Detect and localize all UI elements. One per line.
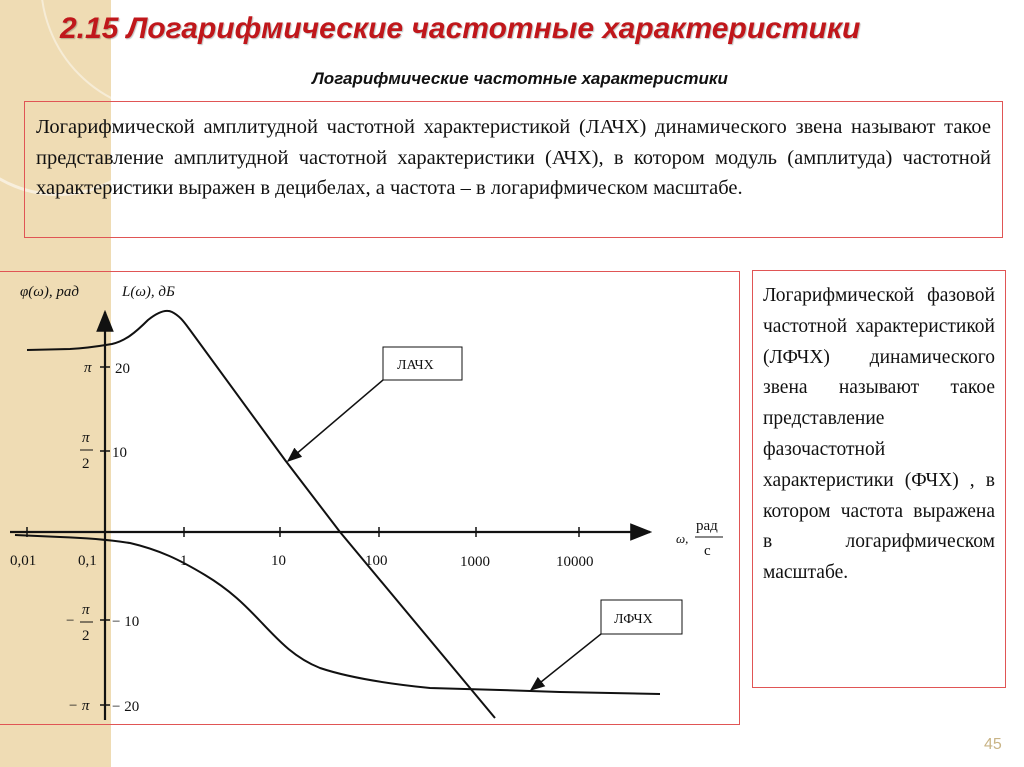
amp-tick-label: 10 — [112, 445, 127, 461]
phase-tick-pi-half-den: 2 — [82, 456, 90, 472]
phase-tick-neg-pi: − π — [68, 698, 90, 714]
phase-tick-pi: π — [84, 360, 92, 376]
amp-tick-label: − 10 — [112, 614, 140, 630]
lachx-definition-text: Логарифмической амплитудной частотной характеристикой (ЛАЧХ) динамического звена называют такое представление амплитудной частотной характеристики (АЧХ), в котором модуль (амплитуда) частотной характеристики выражен в децибелах, а частота – в логарифмическом масштабе. — [36, 116, 991, 199]
x-unit-denominator: с — [704, 543, 711, 559]
lachx-label: ЛАЧХ — [397, 358, 434, 373]
phase-tick-pi-half-num: π — [82, 430, 90, 446]
x-tick-label: 10 — [271, 553, 286, 569]
x-tick-label: 100 — [365, 553, 388, 569]
page-number: 45 — [984, 736, 1002, 753]
x-axis-label: ω, — [676, 531, 689, 546]
x-tick-label: 1 — [180, 553, 188, 569]
lfchx-definition-box — [752, 270, 1006, 688]
lfchx-pointer-arrow — [531, 634, 601, 690]
slide-title: 2.15 Логарифмические частотные характеристики — [60, 12, 861, 45]
amp-tick-label: 20 — [115, 361, 130, 377]
x-tick-label: 0,01 — [10, 553, 37, 569]
amp-tick-label: − 20 — [112, 699, 140, 715]
lfchx-label: ЛФЧХ — [614, 612, 653, 627]
slide-subtitle: Логарифмические частотные характеристики — [312, 69, 728, 88]
lachx-pointer-arrow — [288, 380, 383, 461]
x-tick-label: 0,1 — [78, 553, 97, 569]
x-tick-label: 10000 — [556, 554, 594, 570]
phase-tick-neg-pi-half-den: 2 — [82, 628, 90, 644]
x-ticks — [27, 367, 579, 705]
phase-tick-neg-sign: − — [66, 613, 75, 629]
x-unit-numerator: рад — [696, 518, 718, 534]
lfchx-definition-text: Логарифмической фазовой частотной характеристикой (ЛФЧХ) динамического звена называют такое представление фазочастотной характеристики (ФЧХ) , в котором частота выражена в логарифмическом масштабе. — [763, 285, 995, 584]
amp-axis-label: L(ω), дБ — [122, 284, 175, 300]
phase-axis-label: φ(ω), рад — [20, 284, 79, 300]
x-tick-label: 1000 — [460, 554, 490, 570]
phase-tick-neg-pi-half-num: π — [82, 602, 90, 618]
